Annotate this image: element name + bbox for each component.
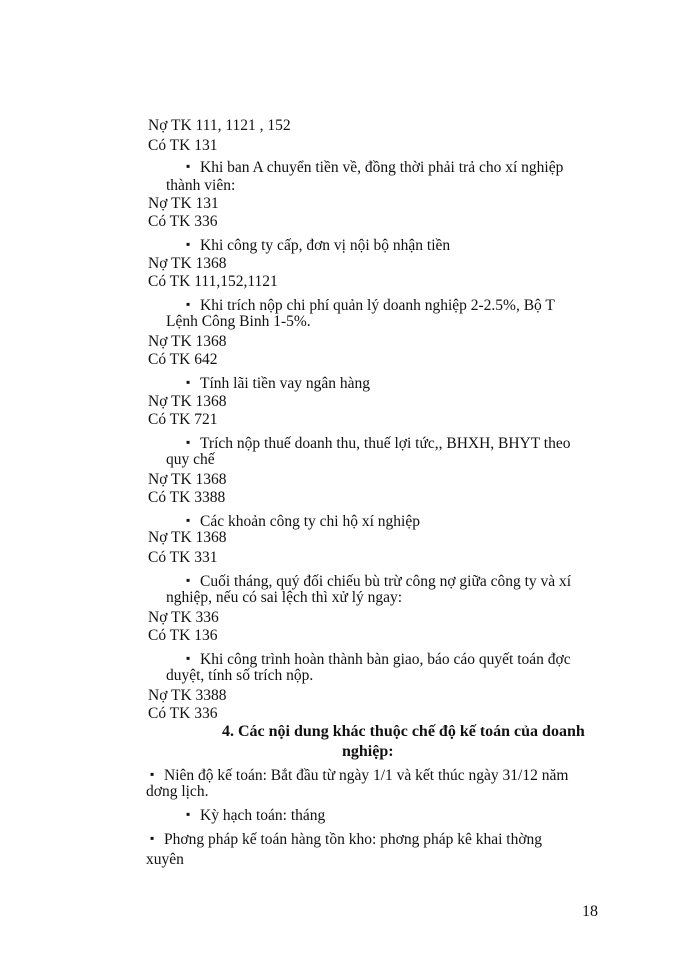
dash-bullet-icon: ▪ (150, 831, 155, 845)
dash-bullet-icon: ▪ (186, 237, 191, 251)
dash-bullet-icon: ▪ (186, 159, 191, 173)
entry-line: Nợ TK 111, 1121 , 152 (148, 117, 291, 134)
bullet-item: ▪ Khi trích nộp chi phí quản lý doanh nghiệp 2-2.5%, Bộ T (186, 294, 555, 316)
entry-line: Có TK 642 (148, 351, 218, 368)
dash-bullet-icon: ▪ (186, 513, 191, 527)
entry-line: Có TK 336 (148, 705, 218, 722)
entry-line: Nợ TK 1368 (148, 529, 227, 546)
dash-bullet-icon: ▪ (150, 767, 155, 781)
entry-line: Nợ TK 336 (148, 609, 219, 626)
bullet-item: ▪ Các khoản công ty chi hộ xí nghiệp (186, 510, 420, 532)
dash-bullet-icon: ▪ (186, 435, 191, 449)
entry-line: Có TK 111,152,1121 (148, 273, 278, 290)
entry-line: Có TK 136 (148, 627, 218, 644)
policy-item: ▪ Kỳ hạch toán: tháng (186, 804, 325, 826)
entry-line: Nợ TK 1368 (148, 471, 227, 488)
entry-line: Nợ TK 3388 (148, 687, 227, 704)
entry-line: Nợ TK 131 (148, 195, 219, 212)
policy-line: xuyên (146, 851, 184, 868)
page-number: 18 (582, 903, 598, 920)
entry-line: Có TK 721 (148, 411, 218, 428)
entry-line: Nợ TK 1368 (148, 255, 227, 272)
entry-line: quy chế (166, 451, 215, 468)
entry-line: Có TK 336 (148, 213, 218, 230)
entry-line: Lệnh Công Binh 1-5%. (166, 313, 311, 330)
bullet-item: ▪ Trích nộp thuế doanh thu, thuế lợi tức,, BHXH, BHYT theo (186, 432, 571, 454)
bullet-item: ▪ Khi ban A chuyển tiền về, đồng thời phải trả cho xí nghiệp (186, 156, 563, 178)
section-heading: 4. Các nội dung khác thuộc chế độ kế toán của doanh (222, 723, 585, 740)
policy-item: ▪ Phơng pháp kế toán hàng tồn kho: phơng pháp kê khai thờng (150, 828, 542, 850)
entry-line: Nợ TK 1368 (148, 393, 227, 410)
dash-bullet-icon: ▪ (186, 573, 191, 587)
bullet-item: ▪ Cuối tháng, quý đối chiếu bù trừ công nợ giữa công ty và xí (186, 570, 571, 592)
entry-line: duyệt, tính số trích nộp. (166, 667, 314, 684)
dash-bullet-icon: ▪ (186, 651, 191, 665)
policy-line: dơng lịch. (146, 783, 209, 800)
entry-line: Có TK 331 (148, 549, 218, 566)
policy-item: ▪ Niên độ kế toán: Bắt đầu từ ngày 1/1 và kết thúc ngày 31/12 năm (150, 764, 568, 786)
entry-line: thành viên: (166, 177, 236, 194)
bullet-item: ▪ Tính lãi tiền vay ngân hàng (186, 372, 370, 394)
entry-line: Có TK 3388 (148, 489, 226, 506)
bullet-item: ▪ Khi công ty cấp, đơn vị nội bộ nhận tiền (186, 234, 450, 256)
dash-bullet-icon: ▪ (186, 807, 191, 821)
entry-line: Nợ TK 1368 (148, 333, 227, 350)
bullet-item: ▪ Khi công trình hoàn thành bàn giao, báo cáo quyết toán đợc (186, 648, 571, 670)
section-heading-continued: nghiệp: (342, 743, 394, 760)
dash-bullet-icon: ▪ (186, 375, 191, 389)
dash-bullet-icon: ▪ (186, 297, 191, 311)
entry-line: nghiệp, nếu có sai lệch thì xử lý ngay: (166, 589, 403, 606)
entry-line: Có TK 131 (148, 137, 218, 154)
